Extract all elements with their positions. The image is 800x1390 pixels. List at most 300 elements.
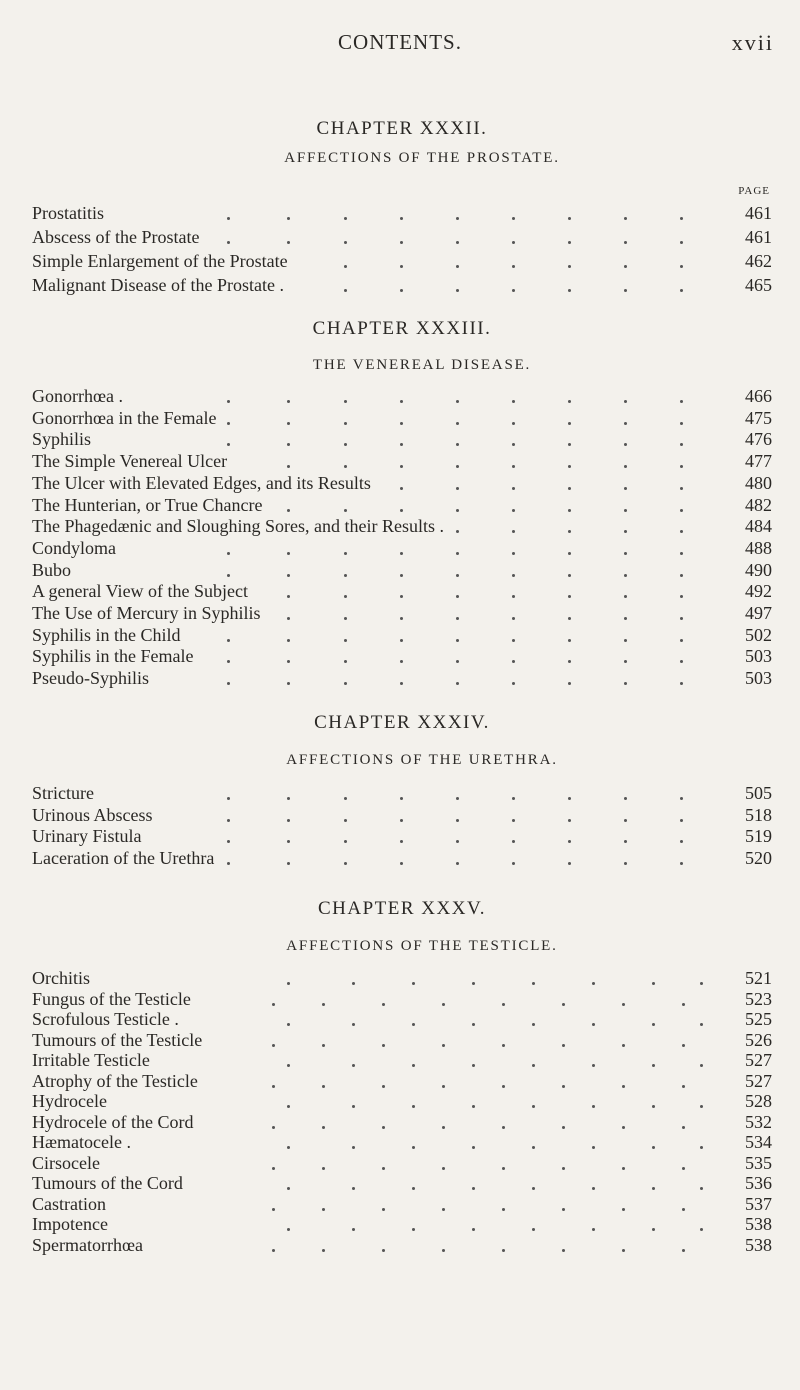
leader-dot xyxy=(287,1146,290,1149)
leader-dot xyxy=(624,530,627,533)
leader-dot xyxy=(512,617,515,620)
leader-dot xyxy=(562,1085,565,1088)
leader-dot xyxy=(400,400,403,403)
toc-entry xyxy=(32,580,772,602)
leader-dot xyxy=(412,1228,415,1231)
leader-dot xyxy=(682,1249,685,1252)
leader-dot xyxy=(680,241,683,244)
leader-dot xyxy=(227,400,230,403)
entry-page-number: 503 xyxy=(745,646,772,667)
entry-title: Prostatitis xyxy=(32,203,105,223)
leader-dot xyxy=(512,660,515,663)
chapter-subheading: THE VENEREAL DISEASE. xyxy=(312,357,532,373)
leader-dot xyxy=(227,552,230,555)
leader-dot xyxy=(400,443,403,446)
leader-dot xyxy=(442,1126,445,1129)
leader-dot xyxy=(624,682,627,685)
leader-dot xyxy=(412,1187,415,1190)
leader-dot xyxy=(287,422,290,425)
leader-dot xyxy=(532,982,535,985)
leader-dot xyxy=(624,241,627,244)
dot-leader xyxy=(32,580,722,602)
leader-dot xyxy=(412,982,415,985)
entry-page-number: 475 xyxy=(745,407,772,428)
dot-leader xyxy=(32,1008,722,1030)
leader-dot xyxy=(344,443,347,446)
leader-dot xyxy=(352,1023,355,1026)
leader-dot xyxy=(272,1208,275,1211)
dot-leader xyxy=(32,1193,722,1215)
leader-dot xyxy=(227,840,230,843)
leader-dot xyxy=(568,487,571,490)
entry-page-number: 526 xyxy=(745,1029,772,1050)
leader-dot xyxy=(272,1003,275,1006)
toc-entry xyxy=(32,202,772,224)
leader-dot xyxy=(472,982,475,985)
leader-dot xyxy=(456,862,459,865)
toc-entry xyxy=(32,1234,772,1256)
leader-dot xyxy=(700,1187,703,1190)
leader-dot xyxy=(624,487,627,490)
leader-dot xyxy=(680,660,683,663)
toc-entry xyxy=(32,645,772,667)
leader-dot xyxy=(568,465,571,468)
leader-dot xyxy=(512,265,515,268)
leader-dot xyxy=(272,1167,275,1170)
leader-dot xyxy=(400,217,403,220)
entry-page-number: 461 xyxy=(745,203,772,223)
entry-page-number: 503 xyxy=(745,668,772,689)
leader-dot xyxy=(287,1105,290,1108)
leader-dot xyxy=(624,797,627,800)
leader-dot xyxy=(700,1023,703,1026)
entry-page-number: 527 xyxy=(745,1050,772,1070)
leader-dot xyxy=(568,443,571,446)
leader-dot xyxy=(344,217,347,220)
entry-page-number: 502 xyxy=(745,624,772,645)
leader-dot xyxy=(322,1167,325,1170)
entry-page-number: 520 xyxy=(745,848,772,869)
entry-title: Malignant Disease of the Prostate . xyxy=(32,275,284,295)
leader-dot xyxy=(287,241,290,244)
entry-title: Scrofulous Testicle . xyxy=(32,1009,179,1029)
entry-page-number: 519 xyxy=(745,826,772,847)
leader-dot xyxy=(680,217,683,220)
leader-dot xyxy=(287,509,290,512)
leader-dot xyxy=(412,1146,415,1149)
leader-dot xyxy=(344,819,347,822)
toc-entry xyxy=(32,988,772,1010)
leader-dot xyxy=(400,241,403,244)
leader-dot xyxy=(456,574,459,577)
entry-title: The Phagedænic and Sloughing Sores, and their Results . xyxy=(32,516,444,537)
dot-leader xyxy=(32,450,722,472)
leader-dot xyxy=(680,530,683,533)
entry-page-number: 505 xyxy=(745,783,772,803)
leader-dot xyxy=(680,595,683,598)
leader-dot xyxy=(287,217,290,220)
entry-title: Pseudo-Syphilis xyxy=(32,668,150,689)
leader-dot xyxy=(322,1249,325,1252)
leader-dot xyxy=(700,1228,703,1231)
leader-dot xyxy=(568,217,571,220)
leader-dot xyxy=(227,639,230,642)
leader-dot xyxy=(562,1167,565,1170)
entry-page-number: 488 xyxy=(745,537,772,558)
leader-dot xyxy=(568,530,571,533)
leader-dot xyxy=(344,840,347,843)
dot-leader xyxy=(32,1090,722,1112)
entry-title: Laceration of the Urethra xyxy=(32,848,215,869)
leader-dot xyxy=(344,509,347,512)
chapter-subheading: AFFECTIONS OF THE TESTICLE. xyxy=(286,938,558,954)
leader-dot xyxy=(680,487,683,490)
leader-dot xyxy=(680,400,683,403)
dot-leader xyxy=(32,472,722,494)
leader-dot xyxy=(400,422,403,425)
leader-dot xyxy=(382,1003,385,1006)
leader-dot xyxy=(400,819,403,822)
leader-dot xyxy=(512,465,515,468)
leader-dot xyxy=(272,1044,275,1047)
chapter-subheading: AFFECTIONS OF THE URETHRA. xyxy=(286,752,558,768)
leader-dot xyxy=(456,797,459,800)
dot-leader xyxy=(32,847,722,869)
entry-title: Orchitis xyxy=(32,968,90,988)
leader-dot xyxy=(624,265,627,268)
entry-title: A general View of the Subject xyxy=(32,581,249,602)
leader-dot xyxy=(412,1064,415,1067)
leader-dot xyxy=(400,265,403,268)
dot-leader xyxy=(32,428,722,450)
leader-dot xyxy=(680,639,683,642)
leader-dot xyxy=(532,1228,535,1231)
entry-page-number: 527 xyxy=(745,1070,772,1091)
entry-title: Atrophy of the Testicle xyxy=(32,1070,198,1091)
toc-entry xyxy=(32,494,772,516)
dot-leader xyxy=(32,537,722,559)
leader-dot xyxy=(352,1146,355,1149)
leader-dot xyxy=(456,819,459,822)
leader-dot xyxy=(456,265,459,268)
leader-dot xyxy=(682,1167,685,1170)
leader-dot xyxy=(344,465,347,468)
entry-page-number: 484 xyxy=(745,516,772,537)
leader-dot xyxy=(624,862,627,865)
leader-dot xyxy=(400,552,403,555)
leader-dot xyxy=(382,1208,385,1211)
leader-dot xyxy=(227,797,230,800)
toc-entry xyxy=(32,782,772,804)
leader-dot xyxy=(400,574,403,577)
entry-page-number: 525 xyxy=(745,1009,772,1029)
dot-leader xyxy=(32,202,722,224)
chapter-heading: CHAPTER XXXIV. xyxy=(314,712,490,733)
chapter-heading: CHAPTER XXXII. xyxy=(316,118,488,139)
leader-dot xyxy=(352,1187,355,1190)
leader-dot xyxy=(472,1023,475,1026)
leader-dot xyxy=(322,1085,325,1088)
leader-dot xyxy=(562,1208,565,1211)
entry-title: Urinous Abscess xyxy=(32,804,153,825)
leader-dot xyxy=(344,617,347,620)
leader-dot xyxy=(272,1249,275,1252)
leader-dot xyxy=(227,241,230,244)
entry-title: Hæmatocele . xyxy=(32,1132,131,1152)
leader-dot xyxy=(442,1249,445,1252)
leader-dot xyxy=(344,422,347,425)
leader-dot xyxy=(287,682,290,685)
leader-dot xyxy=(568,862,571,865)
leader-dot xyxy=(456,422,459,425)
leader-dot xyxy=(592,1187,595,1190)
leader-dot xyxy=(592,982,595,985)
entry-title: Urinary Fistula xyxy=(32,826,142,847)
leader-dot xyxy=(568,819,571,822)
leader-dot xyxy=(344,265,347,268)
leader-dot xyxy=(700,1146,703,1149)
leader-dot xyxy=(287,840,290,843)
leader-dot xyxy=(287,797,290,800)
entry-title: The Use of Mercury in Syphilis xyxy=(32,603,261,623)
leader-dot xyxy=(502,1003,505,1006)
leader-dot xyxy=(287,617,290,620)
toc-entry xyxy=(32,825,772,847)
leader-dot xyxy=(287,443,290,446)
leader-dot xyxy=(624,509,627,512)
toc-entry xyxy=(32,226,772,248)
leader-dot xyxy=(456,487,459,490)
toc-entry xyxy=(32,1111,772,1133)
toc-entry xyxy=(32,1029,772,1051)
leader-dot xyxy=(400,797,403,800)
leader-dot xyxy=(680,617,683,620)
dot-leader xyxy=(32,515,722,537)
toc-entry xyxy=(32,1152,772,1174)
entry-page-number: 521 xyxy=(745,968,772,988)
entry-title: Gonorrhœa . xyxy=(32,386,123,406)
leader-dot xyxy=(400,682,403,685)
leader-dot xyxy=(652,1064,655,1067)
leader-dot xyxy=(512,289,515,292)
leader-dot xyxy=(472,1228,475,1231)
toc-entry xyxy=(32,1049,772,1071)
leader-dot xyxy=(400,289,403,292)
leader-dot xyxy=(502,1085,505,1088)
entry-title: Syphilis in the Female xyxy=(32,646,194,667)
dot-leader xyxy=(32,1152,722,1174)
entry-title: Condyloma xyxy=(32,537,116,558)
leader-dot xyxy=(442,1085,445,1088)
leader-dot xyxy=(442,1167,445,1170)
dot-leader xyxy=(32,825,722,847)
leader-dot xyxy=(568,574,571,577)
leader-dot xyxy=(472,1064,475,1067)
leader-dot xyxy=(352,1064,355,1067)
leader-dot xyxy=(568,265,571,268)
entry-page-number: 518 xyxy=(745,804,772,825)
dot-leader xyxy=(32,559,722,581)
leader-dot xyxy=(344,289,347,292)
leader-dot xyxy=(344,682,347,685)
leader-dot xyxy=(680,840,683,843)
dot-leader xyxy=(32,667,722,689)
leader-dot xyxy=(624,574,627,577)
chapter-subheading: AFFECTIONS OF THE PROSTATE. xyxy=(284,150,560,166)
leader-dot xyxy=(287,595,290,598)
leader-dot xyxy=(568,639,571,642)
leader-dot xyxy=(680,465,683,468)
entry-title: Irritable Testicle xyxy=(32,1050,150,1070)
leader-dot xyxy=(680,509,683,512)
leader-dot xyxy=(456,682,459,685)
entry-title: Syphilis in the Child xyxy=(32,624,181,645)
leader-dot xyxy=(502,1044,505,1047)
entry-page-number: 536 xyxy=(745,1173,772,1193)
leader-dot xyxy=(682,1126,685,1129)
dot-leader xyxy=(32,1070,722,1092)
leader-dot xyxy=(272,1085,275,1088)
leader-dot xyxy=(592,1023,595,1026)
leader-dot xyxy=(568,617,571,620)
leader-dot xyxy=(700,982,703,985)
entry-page-number: 492 xyxy=(745,581,772,602)
leader-dot xyxy=(400,840,403,843)
entry-page-number: 490 xyxy=(745,559,772,580)
toc-entry xyxy=(32,967,772,989)
toc-entry xyxy=(32,537,772,559)
leader-dot xyxy=(568,797,571,800)
leader-dot xyxy=(568,509,571,512)
leader-dot xyxy=(400,617,403,620)
leader-dot xyxy=(352,982,355,985)
dot-leader xyxy=(32,624,722,646)
leader-dot xyxy=(592,1105,595,1108)
leader-dot xyxy=(624,660,627,663)
dot-leader xyxy=(32,407,722,429)
leader-dot xyxy=(568,682,571,685)
leader-dot xyxy=(352,1228,355,1231)
leader-dot xyxy=(512,422,515,425)
entry-page-number: 465 xyxy=(745,275,772,295)
leader-dot xyxy=(456,617,459,620)
entry-title: Simple Enlargement of the Prostate xyxy=(32,251,288,271)
leader-dot xyxy=(680,574,683,577)
toc-entry xyxy=(32,1213,772,1235)
toc-entry xyxy=(32,847,772,869)
entry-page-number: 532 xyxy=(745,1111,772,1132)
leader-dot xyxy=(502,1126,505,1129)
leader-dot xyxy=(532,1146,535,1149)
leader-dot xyxy=(512,400,515,403)
leader-dot xyxy=(624,552,627,555)
leader-dot xyxy=(532,1105,535,1108)
leader-dot xyxy=(456,840,459,843)
leader-dot xyxy=(568,595,571,598)
leader-dot xyxy=(272,1126,275,1129)
leader-dot xyxy=(622,1208,625,1211)
leader-dot xyxy=(682,1085,685,1088)
leader-dot xyxy=(682,1044,685,1047)
leader-dot xyxy=(382,1167,385,1170)
entry-page-number: 538 xyxy=(745,1234,772,1255)
leader-dot xyxy=(680,265,683,268)
leader-dot xyxy=(512,862,515,865)
entry-title: Castration xyxy=(32,1193,106,1214)
leader-dot xyxy=(622,1167,625,1170)
leader-dot xyxy=(502,1167,505,1170)
leader-dot xyxy=(624,422,627,425)
leader-dot xyxy=(456,217,459,220)
leader-dot xyxy=(287,862,290,865)
leader-dot xyxy=(680,797,683,800)
entry-title: Hydrocele xyxy=(32,1091,107,1111)
toc-entry xyxy=(32,1090,772,1112)
leader-dot xyxy=(680,819,683,822)
leader-dot xyxy=(456,289,459,292)
leader-dot xyxy=(400,509,403,512)
dot-leader xyxy=(32,226,722,248)
leader-dot xyxy=(382,1085,385,1088)
toc-entry xyxy=(32,450,772,472)
leader-dot xyxy=(624,840,627,843)
leader-dot xyxy=(400,487,403,490)
entry-title: Syphilis xyxy=(32,429,92,450)
dot-leader xyxy=(32,1111,722,1133)
page-folio: xvii xyxy=(731,30,774,55)
leader-dot xyxy=(442,1044,445,1047)
entry-page-number: 477 xyxy=(745,451,772,472)
entry-title: The Hunterian, or True Chancre xyxy=(32,494,263,515)
leader-dot xyxy=(344,595,347,598)
toc-entry xyxy=(32,624,772,646)
leader-dot xyxy=(400,862,403,865)
entry-title: The Simple Venereal Ulcer xyxy=(32,451,228,472)
leader-dot xyxy=(652,1023,655,1026)
leader-dot xyxy=(622,1085,625,1088)
dot-leader xyxy=(32,602,722,624)
leader-dot xyxy=(700,1105,703,1108)
entry-page-number: 461 xyxy=(745,227,772,247)
leader-dot xyxy=(532,1064,535,1067)
leader-dot xyxy=(344,660,347,663)
dot-leader xyxy=(32,494,722,516)
leader-dot xyxy=(624,639,627,642)
entry-page-number: 482 xyxy=(745,494,772,515)
entry-page-number: 538 xyxy=(745,1214,772,1234)
leader-dot xyxy=(624,443,627,446)
leader-dot xyxy=(512,552,515,555)
leader-dot xyxy=(456,552,459,555)
entry-page-number: 476 xyxy=(745,429,772,450)
leader-dot xyxy=(568,660,571,663)
entry-page-number: 528 xyxy=(745,1091,772,1111)
leader-dot xyxy=(502,1249,505,1252)
leader-dot xyxy=(680,552,683,555)
leader-dot xyxy=(227,660,230,663)
leader-dot xyxy=(227,422,230,425)
leader-dot xyxy=(456,509,459,512)
leader-dot xyxy=(472,1146,475,1149)
entry-title: Bubo xyxy=(32,559,72,580)
leader-dot xyxy=(512,487,515,490)
leader-dot xyxy=(227,443,230,446)
dot-leader xyxy=(32,804,722,826)
leader-dot xyxy=(568,289,571,292)
leader-dot xyxy=(562,1126,565,1129)
leader-dot xyxy=(622,1249,625,1252)
leader-dot xyxy=(344,574,347,577)
